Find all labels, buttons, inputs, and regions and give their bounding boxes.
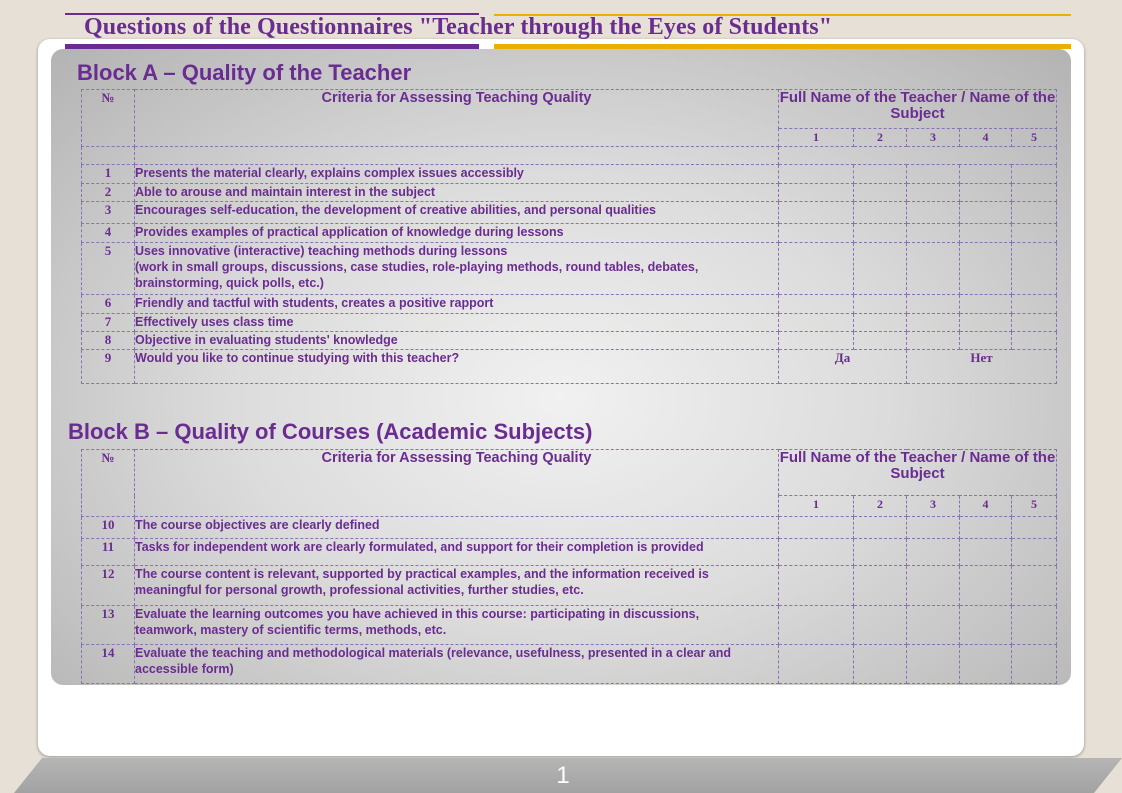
- rating-cell[interactable]: [960, 295, 1012, 314]
- rating-cell[interactable]: [779, 243, 854, 295]
- rating-cell[interactable]: [960, 202, 1012, 224]
- scale-5: 5: [1012, 496, 1057, 517]
- rating-cell[interactable]: [1012, 332, 1057, 350]
- rating-cell[interactable]: [907, 539, 960, 566]
- rating-cell[interactable]: [779, 295, 854, 314]
- criterion-line: (work in small groups, discussions, case studies, role-playing methods, round tables, debates,: [135, 260, 699, 274]
- rating-cell[interactable]: [1012, 517, 1057, 539]
- criterion-text: [135, 539, 779, 566]
- rating-cell[interactable]: [960, 517, 1012, 539]
- rating-cell[interactable]: [779, 165, 854, 184]
- rating-cell[interactable]: [779, 332, 854, 350]
- criterion-text: [135, 645, 779, 684]
- answer-yes[interactable]: Да: [779, 350, 907, 384]
- scale-3: 3: [907, 129, 960, 147]
- row-number: 10: [82, 517, 135, 539]
- rating-cell[interactable]: [779, 314, 854, 332]
- criterion-text: Objective in evaluating students' knowledge: [135, 332, 779, 350]
- rating-cell[interactable]: [854, 243, 907, 295]
- rating-cell[interactable]: [854, 539, 907, 566]
- answer-no[interactable]: Нет: [907, 350, 1057, 384]
- rating-cell[interactable]: [854, 295, 907, 314]
- scale-1: 1: [779, 129, 854, 147]
- criterion-line: The course content is relevant, supported by practical examples, and the information received is: [135, 567, 709, 581]
- rating-cell[interactable]: [960, 184, 1012, 202]
- row-number: 5: [82, 243, 135, 295]
- scale-1: 1: [779, 496, 854, 517]
- header-no: №: [82, 450, 135, 517]
- rating-cell[interactable]: [854, 314, 907, 332]
- rating-cell[interactable]: [907, 332, 960, 350]
- criterion-line: Uses innovative (interactive) teaching methods during lessons: [135, 244, 508, 258]
- rating-cell[interactable]: [854, 202, 907, 224]
- rating-cell[interactable]: [1012, 202, 1057, 224]
- rating-cell[interactable]: [1012, 566, 1057, 606]
- spacer-cell: [82, 147, 135, 165]
- block-b-table: [81, 449, 1057, 684]
- row-number: 3: [82, 202, 135, 224]
- spacer-cell: [135, 147, 779, 165]
- header-teacher-name: Full Name of the Teacher / Name of the Subject: [779, 90, 1057, 129]
- criterion-text: [135, 243, 779, 295]
- rating-cell[interactable]: [854, 165, 907, 184]
- rating-cell[interactable]: [854, 517, 907, 539]
- rating-cell[interactable]: [1012, 184, 1057, 202]
- rating-cell[interactable]: [779, 224, 854, 243]
- rating-cell[interactable]: [1012, 645, 1057, 684]
- scale-5: 5: [1012, 129, 1057, 147]
- row-number: 6: [82, 295, 135, 314]
- rating-cell[interactable]: [779, 645, 854, 684]
- rating-cell[interactable]: [854, 566, 907, 606]
- criterion-line: accessible form): [135, 662, 234, 676]
- rating-cell[interactable]: [779, 566, 854, 606]
- criterion-text: Provides examples of practical application of knowledge during lessons: [135, 224, 779, 243]
- row-number: 7: [82, 314, 135, 332]
- rating-cell[interactable]: [907, 202, 960, 224]
- rating-cell[interactable]: [1012, 314, 1057, 332]
- row-number: 11: [82, 539, 135, 566]
- scale-4: 4: [960, 129, 1012, 147]
- rating-cell[interactable]: [854, 645, 907, 684]
- header-criteria: Criteria for Assessing Teaching Quality: [135, 450, 779, 517]
- rating-cell[interactable]: [960, 314, 1012, 332]
- rating-cell[interactable]: [779, 539, 854, 566]
- rating-cell[interactable]: [960, 566, 1012, 606]
- header-teacher-name: Full Name of the Teacher / Name of the Subject: [779, 450, 1057, 496]
- criterion-text: Friendly and tactful with students, creates a positive rapport: [135, 295, 779, 314]
- row-number: 14: [82, 645, 135, 684]
- criterion-text: [135, 606, 779, 645]
- scale-4: 4: [960, 496, 1012, 517]
- rating-cell[interactable]: [960, 332, 1012, 350]
- rating-cell[interactable]: [854, 184, 907, 202]
- criterion-line: Tasks for independent work are clearly formulated, and support for their completion is provided: [135, 540, 704, 554]
- rating-cell[interactable]: [907, 165, 960, 184]
- criterion-line: brainstorming, quick polls, etc.): [135, 276, 324, 290]
- rating-cell[interactable]: [1012, 606, 1057, 645]
- rating-cell[interactable]: [960, 243, 1012, 295]
- criterion-line: meaningful for personal growth, professional activities, further studies, etc.: [135, 583, 584, 597]
- spacer-cell: [779, 147, 1057, 165]
- scale-2: 2: [854, 129, 907, 147]
- criterion-text: Encourages self-education, the development of creative abilities, and personal qualities: [135, 202, 779, 224]
- row-number: 8: [82, 332, 135, 350]
- criterion-text: Able to arouse and maintain interest in the subject: [135, 184, 779, 202]
- row-number: 1: [82, 165, 135, 184]
- rating-cell[interactable]: [1012, 539, 1057, 566]
- rating-cell[interactable]: [960, 606, 1012, 645]
- scale-3: 3: [907, 496, 960, 517]
- block-b-heading: Block B – Quality of Courses (Academic Subjects): [68, 419, 593, 444]
- criterion-line: Evaluate the teaching and methodological materials (relevance, usefulness, presented in a clear and: [135, 646, 732, 660]
- rating-cell[interactable]: [907, 184, 960, 202]
- rating-cell[interactable]: [779, 517, 854, 539]
- block-a-heading: Block A – Quality of the Teacher: [77, 60, 412, 85]
- slide-title: Questions of the Questionnaires "Teacher through the Eyes of Students": [84, 14, 833, 40]
- row-number: 2: [82, 184, 135, 202]
- criterion-line: teamwork, mastery of scientific terms, methods, etc.: [135, 623, 447, 637]
- page-number: 1: [556, 762, 570, 789]
- header-criteria: Criteria for Assessing Teaching Quality: [135, 90, 779, 147]
- criterion-text: [135, 517, 779, 539]
- criterion-text: Presents the material clearly, explains complex issues accessibly: [135, 165, 779, 184]
- rating-cell[interactable]: [854, 332, 907, 350]
- rating-cell[interactable]: [779, 202, 854, 224]
- rating-cell[interactable]: [1012, 295, 1057, 314]
- rating-cell[interactable]: [960, 539, 1012, 566]
- header-no: №: [82, 90, 135, 147]
- rating-cell[interactable]: [960, 224, 1012, 243]
- rating-cell[interactable]: [1012, 224, 1057, 243]
- rating-cell[interactable]: [779, 184, 854, 202]
- criterion-text: [135, 566, 779, 606]
- rating-cell[interactable]: [907, 243, 960, 295]
- row-number: 13: [82, 606, 135, 645]
- rating-cell[interactable]: [907, 645, 960, 684]
- criterion-line: Evaluate the learning outcomes you have achieved in this course: participating in discussions,: [135, 607, 700, 621]
- rating-cell[interactable]: [907, 606, 960, 645]
- block-a-table: [81, 89, 1057, 384]
- rating-cell[interactable]: [1012, 165, 1057, 184]
- rating-cell[interactable]: [907, 224, 960, 243]
- rating-cell[interactable]: [960, 165, 1012, 184]
- rating-cell[interactable]: [779, 606, 854, 645]
- rating-cell[interactable]: [907, 517, 960, 539]
- rating-cell[interactable]: [854, 224, 907, 243]
- criterion-text: Effectively uses class time: [135, 314, 779, 332]
- rating-cell[interactable]: [907, 314, 960, 332]
- row-number: 12: [82, 566, 135, 606]
- criterion-text: Would you like to continue studying with this teacher?: [135, 350, 779, 384]
- row-number: 9: [82, 350, 135, 384]
- row-number: 4: [82, 224, 135, 243]
- rating-cell[interactable]: [907, 566, 960, 606]
- rating-cell[interactable]: [854, 606, 907, 645]
- rating-cell[interactable]: [907, 295, 960, 314]
- rating-cell[interactable]: [1012, 243, 1057, 295]
- scale-2: 2: [854, 496, 907, 517]
- rating-cell[interactable]: [960, 645, 1012, 684]
- criterion-line: The course objectives are clearly defined: [135, 518, 380, 532]
